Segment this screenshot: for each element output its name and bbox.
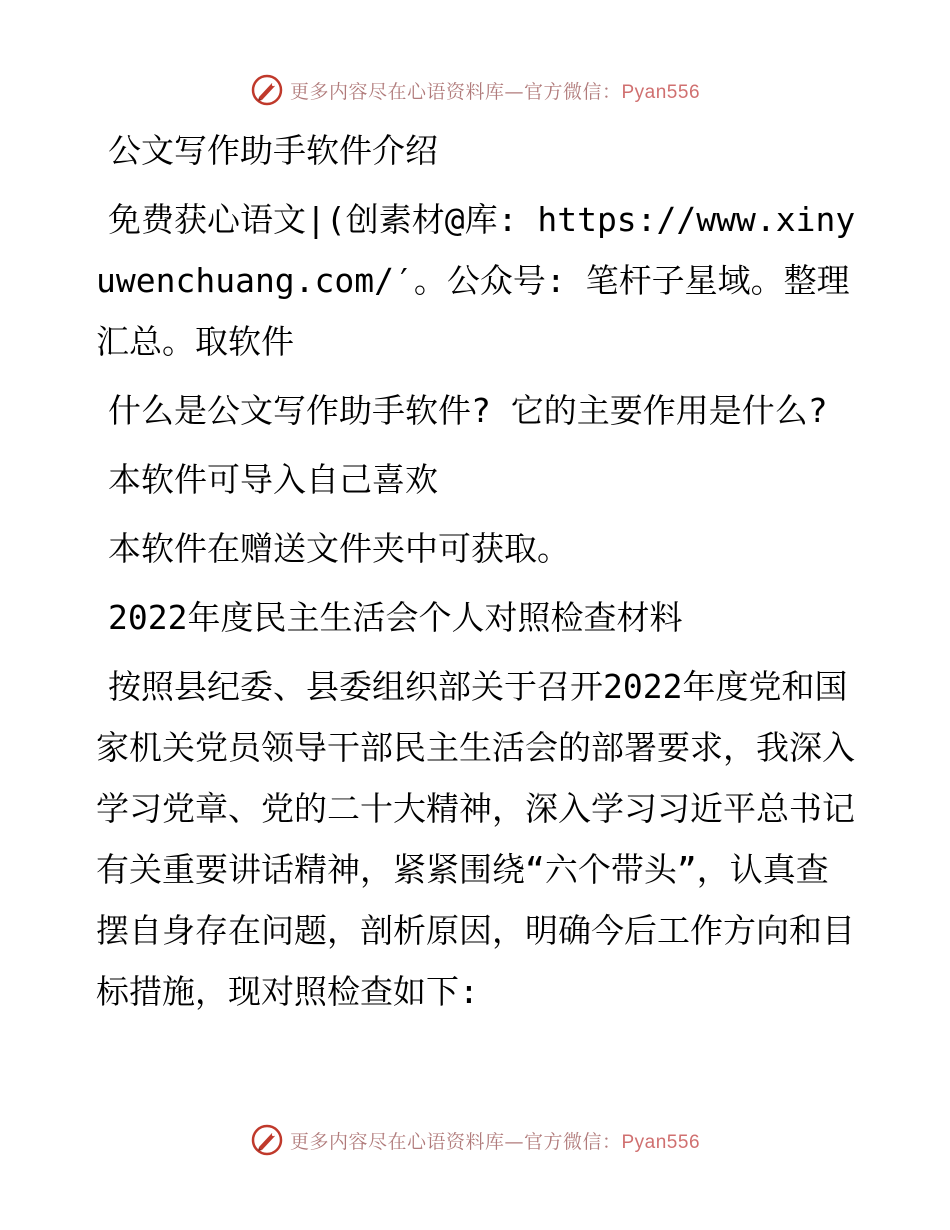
wechat-id: Pyan556 [621,81,701,103]
paragraph-question: 什么是公文写作助手软件? 它的主要作用是什么? [108,391,828,430]
paragraph-title: 公文写作助手软件介绍 [108,131,438,170]
paragraph-body: 按照县纪委、县委组织部关于召开2022年度党和国家机关党员领导干部民主生活会的部署要求，我深入学习党章、党的二十大精神，深入学习习近平总书记有关重要讲话精神，紧紧围绕“六个带头”，认真查摆自身存在问题，剖析原因，明确今后工作方向和目标措施，现对照检查如下: [96,667,855,1011]
paragraph-source-note: 免费获心语文|(创素材@库: https://www.xinyuwenchuang.com/′。公众号: 笔杆子星域。整理汇总。取软件 [96,200,856,361]
paragraph-import-note: 本软件可导入自己喜欢 [108,460,438,499]
banner-text: 更多内容尽在心语资料库—官方微信：Pyan556 [289,1130,701,1153]
paragraph-heading: 2022年度民主生活会个人对照检查材料 [108,598,683,637]
banner-text: 更多内容尽在心语资料库—官方微信：Pyan556 [289,80,701,103]
wechat-id: Pyan556 [621,1131,701,1153]
footer-watermark-banner [0,1120,950,1160]
pen-logo-icon [250,1123,284,1157]
pen-logo-icon [250,73,284,107]
header-watermark-banner [0,70,950,110]
paragraph-download-note: 本软件在赠送文件夹中可获取。 [108,529,570,568]
document-body [96,120,856,1030]
